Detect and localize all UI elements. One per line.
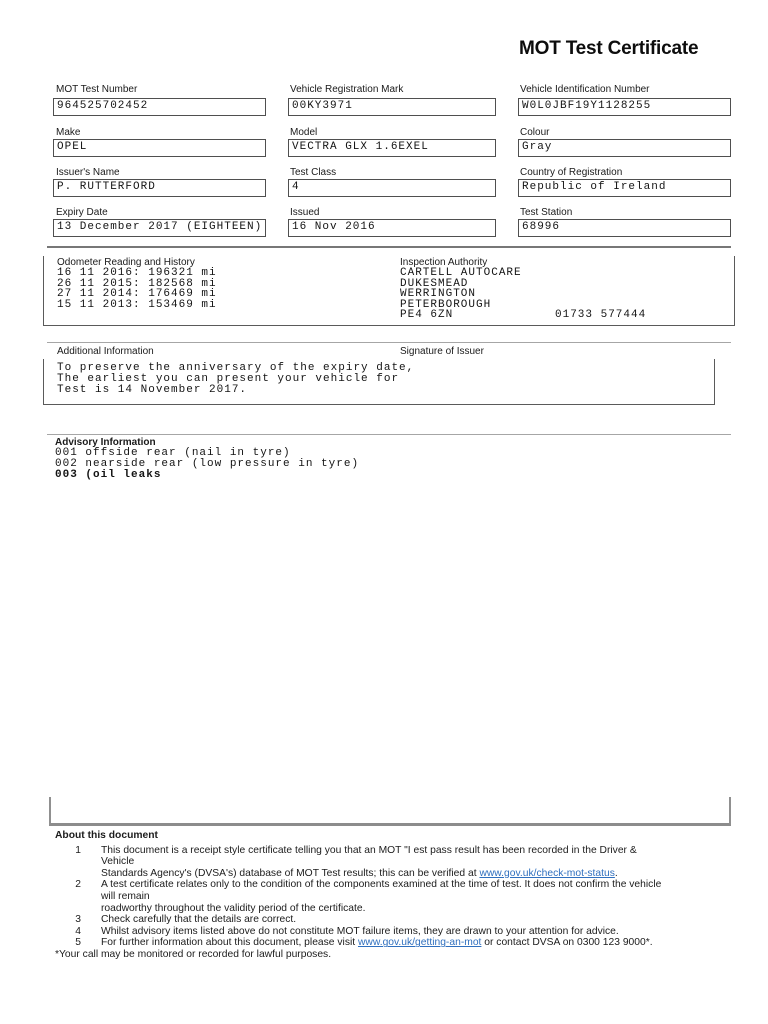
additional-information-line: To preserve the anniversary of the expiry date,: [57, 362, 415, 374]
inspection-authority-line: CARTELL AUTOCARE: [400, 267, 522, 279]
additional-information-label: Additional Information: [57, 346, 154, 357]
test-station-field: [518, 219, 731, 237]
test-class-value: 4: [292, 181, 300, 193]
odometer-history-label: Odometer Reading and History: [57, 257, 195, 268]
advisory-item: 002 nearside rear (low pressure in tyre): [55, 458, 360, 470]
inspection-authority-line: WERRINGTON: [400, 288, 477, 300]
issuers-name-value: P. RUTTERFORD: [57, 181, 156, 193]
advisory-items: [55, 448, 359, 481]
vehicle-registration-mark-field: [288, 98, 496, 116]
inspection-authority-postcode: PE4 6ZN: [400, 309, 454, 321]
colour-label: Colour: [520, 127, 550, 138]
additional-information-line: The earliest you can present your vehicle for: [57, 373, 400, 386]
additional-information-line: Test is 14 November 2017.: [57, 384, 248, 397]
test-class-field: [288, 179, 496, 197]
make-field: [53, 139, 266, 157]
about-list: [55, 845, 755, 949]
about-item-text: A test certificate relates only to the condition of the components examined at the time of test. It does not confirm the vehicle will remain roadworthy throughout the validity period of the certificate.: [101, 879, 662, 914]
expiry-date-field: [53, 219, 266, 237]
expiry-date-value: 13 December 2017 (EIGHTEEN): [57, 221, 263, 233]
about-heading: About this document: [55, 830, 158, 841]
inspection-authority-postcode-row: [400, 309, 647, 321]
section-divider-top: [47, 246, 731, 248]
vehicle-identification-number-field: [518, 98, 731, 116]
issued-label: Issued: [290, 207, 320, 218]
vehicle-identification-number-value: W0L0JBF19Y1128255: [522, 100, 652, 112]
about-item-number: 2: [75, 879, 81, 891]
inspection-authority-label: Inspection Authority: [400, 257, 488, 268]
about-list-item: [55, 926, 755, 938]
vehicle-identification-number-label: Vehicle Identification Number: [520, 84, 650, 95]
about-item-text: This document is a receipt style certificate telling you that an MOT "I est pass result has been recorded in the Driver & Vehicle Standards Agency's (DVSA's) database of MOT Test results; this can be verified at www.gov.uk/check-mot-status.: [101, 844, 637, 879]
vehicle-registration-mark-label: Vehicle Registration Mark: [290, 84, 404, 95]
odometer-reading: 15 11 2013: 153469 mi: [57, 298, 217, 311]
make-value: OPEL: [57, 141, 88, 153]
inspection-authority-phone: 01733 577444: [555, 309, 647, 321]
about-item-text: For further information about this document, please visit www.gov.uk/getting-an-mot or contact DVSA on 0300 123 9000*.: [101, 937, 653, 949]
colour-field: [518, 139, 731, 157]
issued-field: [288, 219, 496, 237]
page-title: MOT Test Certificate: [519, 38, 699, 59]
make-label: Make: [56, 127, 81, 138]
vehicle-registration-mark-value: 00KY3971: [292, 100, 353, 112]
odometer-readings: [57, 268, 217, 310]
about-list-item: [55, 914, 755, 926]
test-station-label: Test Station: [520, 207, 573, 218]
advisory-item: 001 offside rear (nail in tyre): [55, 447, 291, 459]
about-item-link[interactable]: www.gov.uk/getting-an-mot: [357, 937, 482, 949]
model-field: [288, 139, 496, 157]
about-item-text: Whilst advisory items listed above do not constitute MOT failure items, they are drawn to your attention for advice.: [101, 925, 619, 937]
about-footnote: *Your call may be monitored or recorded for lawful purposes.: [55, 948, 332, 960]
country-of-registration-value: Republic of Ireland: [522, 181, 667, 193]
inspection-authority-line: DUKESMEAD: [400, 277, 469, 290]
about-list-item: [55, 937, 755, 949]
inspection-authority-line: PETERBOROUGH: [400, 298, 492, 311]
odometer-reading: 16 11 2016: 196321 mi: [57, 267, 217, 279]
model-value: VECTRA GLX 1.6EXEL: [292, 141, 429, 153]
advisory-information-label: Advisory Information: [55, 437, 156, 448]
country-of-registration-field: [518, 179, 731, 197]
mot-test-number-field: [53, 98, 266, 116]
mot-test-number-value: 964525702452: [57, 100, 149, 112]
odometer-reading: 26 11 2015: 182568 mi: [57, 277, 217, 290]
model-label: Model: [290, 127, 318, 138]
about-list-item: [55, 879, 755, 914]
section-divider-middle: [47, 342, 731, 343]
colour-value: Gray: [522, 141, 553, 153]
test-class-label: Test Class: [290, 167, 337, 178]
advisory-item-bold: 003 (oil leaks: [55, 469, 162, 481]
about-item-number: 3: [75, 914, 81, 926]
expiry-date-label: Expiry Date: [56, 207, 108, 218]
country-of-registration-label: Country of Registration: [520, 167, 623, 178]
about-item-number: 4: [75, 925, 81, 937]
lower-content-box: [49, 797, 731, 826]
test-station-value: 68996: [522, 221, 561, 233]
issued-value: 16 Nov 2016: [292, 221, 376, 233]
odometer-reading: 27 11 2014: 176469 mi: [57, 288, 217, 300]
additional-information-text: [57, 363, 414, 397]
mot-test-number-label: MOT Test Number: [56, 84, 138, 95]
about-item-text: Check carefully that the details are correct.: [101, 914, 297, 926]
inspection-authority-address: [400, 267, 647, 321]
about-item-number: 1: [75, 844, 81, 856]
about-list-item: [55, 845, 755, 880]
issuers-name-field: [53, 179, 266, 197]
about-item-link[interactable]: www.gov.uk/check-mot-status: [479, 867, 615, 879]
about-item-number: 5: [75, 937, 81, 949]
about-section: [55, 830, 755, 961]
section-divider-advisory: [47, 434, 731, 435]
signature-of-issuer-label: Signature of Issuer: [400, 346, 484, 357]
issuers-name-label: Issuer's Name: [56, 167, 120, 178]
